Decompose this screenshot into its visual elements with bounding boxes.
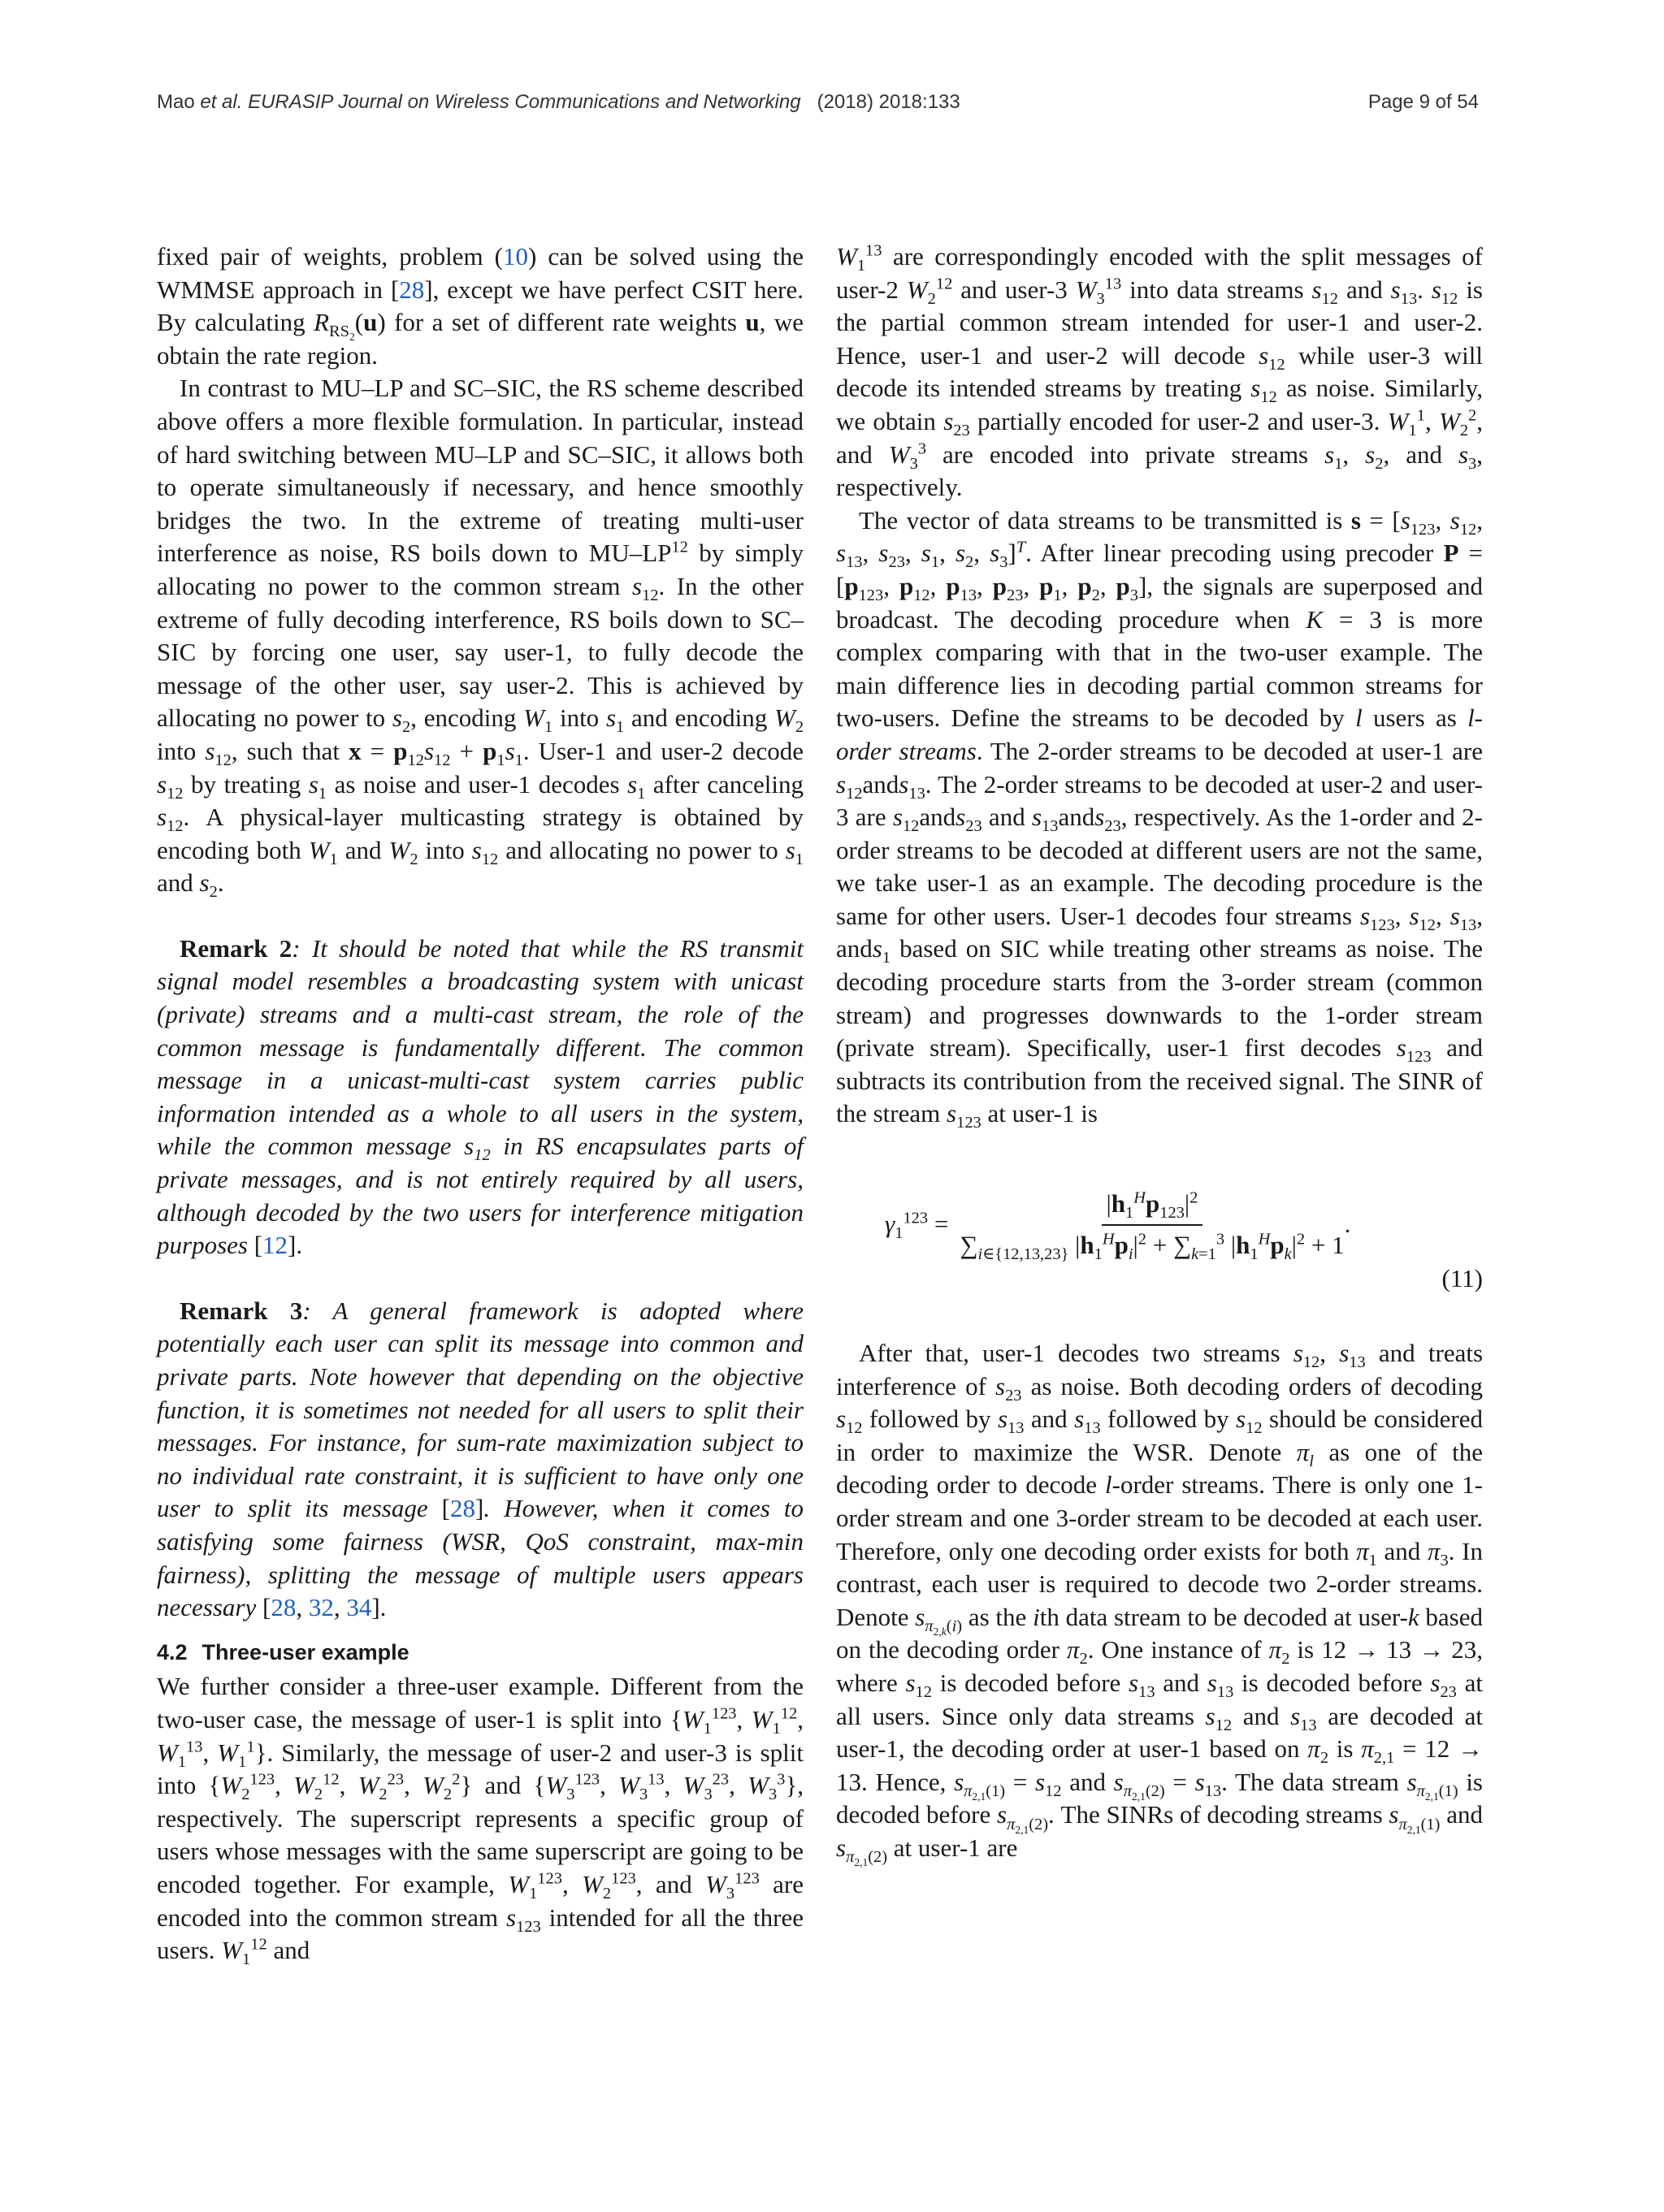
remark-2: Remark 2: It should be noted that while the RS transmit signal model resembles a broadcasting system with unicast (private) streams and a multi-cast stream, the role of the common message is fundamentally different. The common message in a unicast-multi-cast system carries public information intended as a whole to all users in the system, while the common message $s_{12}$ in RS encapsulates parts of private messages, and is not entirely required by all users, although decoded by the two users for interference mitigation purposes [12]. bbox=[157, 933, 804, 1260]
header-citation bbox=[157, 91, 960, 114]
ref-link[interactable]: 34 bbox=[346, 1593, 372, 1622]
remark-label: Remark 3 bbox=[180, 1296, 303, 1325]
paragraph: $W_1^{13}$ are correspondingly encoded with the split messages of user-2 $W_2^{12}$ and user-3 $W_3^{13}$ into data streams $s_{12}$ and $s_{13}$. $s_{12}$ is the partial common stream intended for user-1 and user-2. Hence, user-1 and user-2 will decode $s_{12}$ while user-3 will decode its intended streams by treating $s_{12}$ as noise. Similarly, we obtain $s_{23}$ partially encoded for user-2 and user-3. $W_1^1$, $W_2^2$, and $W_3^3$ are encoded into private streams $s_1$, $s_2$, and $s_3$, respectively. bbox=[836, 241, 1484, 502]
ref-link[interactable]: 28 bbox=[271, 1593, 297, 1622]
equation-number: (11) bbox=[1441, 1264, 1483, 1293]
header-journal: EURASIP Journal on Wireless Communications and Networking bbox=[248, 91, 801, 113]
ref-link[interactable]: 12 bbox=[262, 1231, 288, 1260]
ref-link[interactable]: 10 bbox=[502, 242, 528, 271]
paragraph: fixed pair of weights, problem (10) can be solved using the WMMSE approach in [28], except we have perfect CSIT here. By calculating $R_{RS_2}(u)$ for a set of different rate weights u, we obtain the rate region. bbox=[157, 242, 804, 370]
right-column bbox=[836, 240, 1484, 1869]
ref-link[interactable]: 28 bbox=[399, 275, 425, 304]
paragraph: The vector of data streams to be transmitted is $s = [s_{123}$, $s_{12}$, $s_{13}$, $s_{23}$, $s_1$, $s_2$, $s_3]^T$. After linear precoding using precoder $P = [p_{123}$, $p_{12}$, $p_{13}$, $p_{23}$, $p_1$, $p_2$, $p_3$], the signals are superposed and broadcast. The decoding procedure when K = 3 is more complex comparing with that in the two-user example. The main difference lies in decoding partial common streams for two-users. Define the streams to be decoded by l users as l-order streams. The 2-order streams to be decoded at user-1 are $s_{12}ands_{13}$. The 2-order streams to be decoded at user-2 and user-3 are $s_{12}ands_{23}$ and $s_{13}ands_{23}$, respectively. As the 1-order and 2-order streams to be decoded at different users are not the same, we take user-1 as an example. The decoding procedure is the same for other users. User-1 decodes four streams $s_{123}$, $s_{12}$, $s_{13}$, ands$_1$ based on SIC while treating other streams as noise. The decoding procedure starts from the 3-order stream (common stream) and progresses downwards to the 1-order stream (private stream). Specifically, user-1 first decodes $s_{123}$ and subtracts its contribution from the received signal. The SINR of the stream $s_{123}$ at user-1 is bbox=[836, 505, 1484, 1132]
ref-link[interactable]: 28 bbox=[450, 1494, 476, 1523]
remark-3: Remark 3: A general framework is adopted where potentially each user can split its message into common and private parts. Note however that depending on the objective function, it is sometimes not needed for all users to split their messages. For instance, for sum-rate maximization subject to no individual rate constraint, it is sufficient to have only one user to split its message [28]. However, when it comes to satisfying some fairness (WSR, QoS constraint, max-min fairness), splitting the message of multiple users appears necessary [28, 32, 34]. bbox=[157, 1296, 804, 1622]
left-column bbox=[157, 240, 804, 1967]
section-title: Three-user example bbox=[202, 1639, 410, 1664]
ref-link[interactable]: 32 bbox=[308, 1593, 334, 1622]
header-year: (2018) 2018:133 bbox=[817, 91, 960, 113]
equation-body: $\gamma_1^{123}$ = $\frac{|h_1^Hp_{123}|^2}{\sum_{i\in\{12,13,23\}} |h_1^Hp_i|^2 + \sum_{k=1}^3 |h_1^Hp_k|^2 + 1}$ . bbox=[885, 1188, 1351, 1263]
section-number: 4.2 bbox=[157, 1639, 188, 1664]
paragraph: We further consider a three-user example. Different from the two-user case, the message of user-1 is split into {$W_1^{123}$, $W_1^{12}$, $W_1^{13}$, $W_1^1$}. Similarly, the message of user-2 and user-3 is split into {$W_2^{123}$, $W_2^{12}$, $W_2^{23}$, $W_2^2$} and {$W_3^{123}$, $W_3^{13}$, $W_3^{23}$, $W_3^3$}, respectively. The superscript represents a specific group of users whose messages with the same superscript are going to be encoded together. For example, $W_1^{123}$, $W_2^{123}$, and $W_3^{123}$ are encoded into the common stream $s_{123}$ intended for all the three users. $W_1^{12}$ and bbox=[157, 1672, 804, 1969]
header-author: Mao bbox=[157, 91, 195, 113]
header-page-number: Page 9 of 54 bbox=[1367, 91, 1479, 113]
paragraph: In contrast to MU–LP and SC–SIC, the RS scheme described above offers a more flexible formulation. In particular, instead of hard switching between MU–LP and SC–SIC, it allows both to operate simultaneously if necessary, and hence smoothly bridges the two. In the extreme of treating multi-user interference as noise, RS boils down to MU–LP$^{12}$ by simply allocating no power to the common stream $s_{12}$. In the other extreme of fully decoding interference, RS boils down to SC–SIC by forcing one user, say user-1, to fully decode the message of the other user, say user-2. This is achieved by allocating no power to $s_2$, encoding $W_1$ into $s_1$ and encoding $W_2$ into $s_{12}$, such that $x = p_{12}s_{12} + p_1s_1$. User-1 and user-2 decode $s_{12}$ by treating $s_1$ as noise and user-1 decodes $s_1$ after canceling $s_{12}$. A physical-layer multicasting strategy is obtained by encoding both $W_1$ and $W_2$ into $s_{12}$ and allocating no power to $s_1$ and $s_2$. bbox=[157, 374, 804, 902]
header-et-al: et al. bbox=[194, 91, 243, 113]
running-header bbox=[0, 91, 1664, 123]
section-heading bbox=[157, 1636, 804, 1669]
paragraph: After that, user-1 decodes two streams $s_{12}$, $s_{13}$ and treats interference of $s_{23}$ as noise. Both decoding orders of decoding $s_{12}$ followed by $s_{13}$ and $s_{13}$ followed by $s_{12}$ should be considered in order to maximize the WSR. Denote $\pi_l$ as one of the decoding order to decode l-order streams. There is only one 1-order stream and one 3-order stream to be decoded at each user. Therefore, only one decoding order exists for both $\pi_1$ and $\pi_3$. In contrast, each user is required to decode two 2-order streams. Denote $s_{\pi_{2,k}(i)}$ as the ith data stream to be decoded at user-k based on the decoding order $\pi_2$. One instance of $\pi_2$ is 12 → 13 → 23, where $s_{12}$ is decoded before $s_{13}$ and $s_{13}$ is decoded before $s_{23}$ at all users. Since only data streams $s_{12}$ and $s_{13}$ are decoded at user-1, the decoding order at user-1 based on $\pi_2$ is $\pi_{2,1} = 12 \to 13$. Hence, $s_{\pi_{2,1}(1)} = s_{12}$ and $s_{\pi_{2,1}(2)} = s_{13}$. The data stream $s_{\pi_{2,1}(1)}$ is decoded before $s_{\pi_{2,1}(2)}$. The SINRs of decoding streams $s_{\pi_{2,1}(1)}$ and $s_{\pi_{2,1}(2)}$ at user-1 are bbox=[836, 1339, 1484, 1869]
equation-11 bbox=[836, 1180, 1483, 1301]
remark-label: Remark 2 bbox=[180, 933, 292, 963]
